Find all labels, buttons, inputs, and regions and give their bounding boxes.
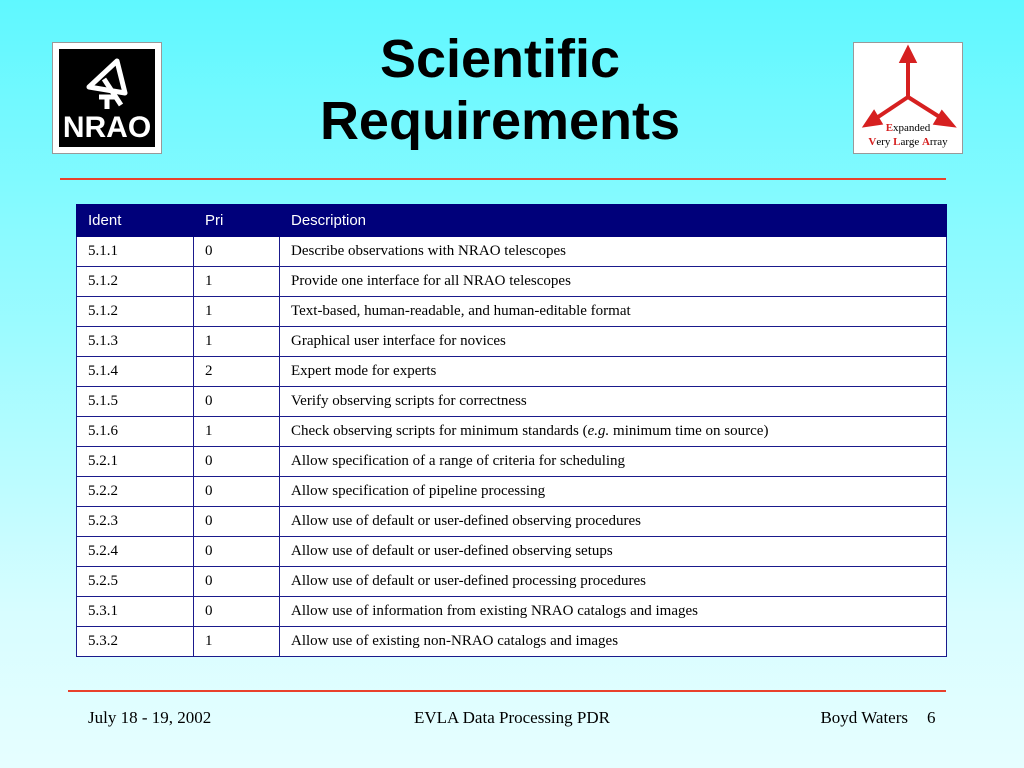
cell-pri: 0 <box>194 537 280 567</box>
cell-pri: 0 <box>194 597 280 627</box>
cell-ident: 5.1.3 <box>77 327 194 357</box>
top-divider <box>60 178 946 180</box>
evla-logo <box>853 42 963 154</box>
cell-pri: 1 <box>194 297 280 327</box>
cell-ident: 5.2.1 <box>77 447 194 477</box>
cell-description <box>280 417 947 447</box>
table-header-row <box>77 205 947 237</box>
cell-pri: 1 <box>194 417 280 447</box>
table-row <box>77 267 947 297</box>
cell-pri: 0 <box>194 237 280 267</box>
table-row <box>77 387 947 417</box>
cell-pri: 1 <box>194 627 280 657</box>
description-text: Check observing scripts for minimum standards ( <box>291 423 588 439</box>
cell-description: Expert mode for experts <box>280 357 947 387</box>
header-pri: Pri <box>194 205 280 237</box>
cell-ident: 5.2.3 <box>77 507 194 537</box>
cell-pri: 0 <box>194 447 280 477</box>
cell-ident: 5.1.2 <box>77 297 194 327</box>
table-row <box>77 537 947 567</box>
cell-description: Verify observing scripts for correctness <box>280 387 947 417</box>
footer-author: Boyd Waters <box>820 708 908 727</box>
table-row <box>77 357 947 387</box>
header-ident: Ident <box>77 205 194 237</box>
cell-pri: 1 <box>194 267 280 297</box>
cell-ident: 5.3.1 <box>77 597 194 627</box>
table-row <box>77 297 947 327</box>
cell-ident: 5.2.4 <box>77 537 194 567</box>
cell-ident: 5.1.1 <box>77 237 194 267</box>
table-row <box>77 417 947 447</box>
table-row <box>77 447 947 477</box>
cell-pri: 1 <box>194 327 280 357</box>
cell-description: Provide one interface for all NRAO telescopes <box>280 267 947 297</box>
requirements-table <box>76 204 947 657</box>
description-text: minimum time on source) <box>609 423 769 439</box>
page-number: 6 <box>927 708 936 727</box>
cell-description: Allow use of information from existing NRAO catalogs and images <box>280 597 947 627</box>
cell-description: Allow use of existing non-NRAO catalogs and images <box>280 627 947 657</box>
table-row <box>77 477 947 507</box>
cell-pri: 0 <box>194 507 280 537</box>
cell-ident: 5.3.2 <box>77 627 194 657</box>
footer-event: EVLA Data Processing PDR <box>414 708 610 727</box>
cell-description: Allow use of default or user-defined processing procedures <box>280 567 947 597</box>
cell-description: Allow use of default or user-defined observing setups <box>280 537 947 567</box>
title-line-2: Requirements <box>319 91 681 151</box>
evla-array-icon <box>854 43 962 153</box>
cell-ident: 5.1.4 <box>77 357 194 387</box>
cell-description: Allow use of default or user-defined observing procedures <box>280 507 947 537</box>
cell-ident: 5.1.2 <box>77 267 194 297</box>
table-row <box>77 327 947 357</box>
table-row <box>77 567 947 597</box>
cell-ident: 5.1.6 <box>77 417 194 447</box>
table-row <box>77 507 947 537</box>
cell-pri: 0 <box>194 567 280 597</box>
cell-pri: 2 <box>194 357 280 387</box>
table-row <box>77 237 947 267</box>
cell-ident: 5.2.5 <box>77 567 194 597</box>
cell-ident: 5.2.2 <box>77 477 194 507</box>
slide-title <box>200 28 800 152</box>
cell-ident: 5.1.5 <box>77 387 194 417</box>
svg-text:Very Large Array: Very Large Array <box>868 136 948 148</box>
cell-description: Describe observations with NRAO telescopes <box>280 237 947 267</box>
table-row <box>77 627 947 657</box>
cell-pri: 0 <box>194 477 280 507</box>
title-line-1: Scientific <box>379 29 621 89</box>
cell-description: Graphical user interface for novices <box>280 327 947 357</box>
nrao-logo <box>52 42 162 154</box>
nrao-logo-text: NRAO <box>62 111 152 144</box>
bottom-divider <box>68 690 946 692</box>
cell-description: Allow specification of a range of criteria for scheduling <box>280 447 947 477</box>
cell-pri: 0 <box>194 387 280 417</box>
table-row <box>77 597 947 627</box>
description-emphasis: e.g. <box>587 423 610 439</box>
radio-telescope-icon <box>59 49 155 147</box>
cell-description: Allow specification of pipeline processing <box>280 477 947 507</box>
footer-date: July 18 - 19, 2002 <box>88 708 212 727</box>
cell-description: Text-based, human-readable, and human-editable format <box>280 297 947 327</box>
header-description: Description <box>280 205 947 237</box>
svg-text:Expanded: Expanded <box>885 122 931 134</box>
